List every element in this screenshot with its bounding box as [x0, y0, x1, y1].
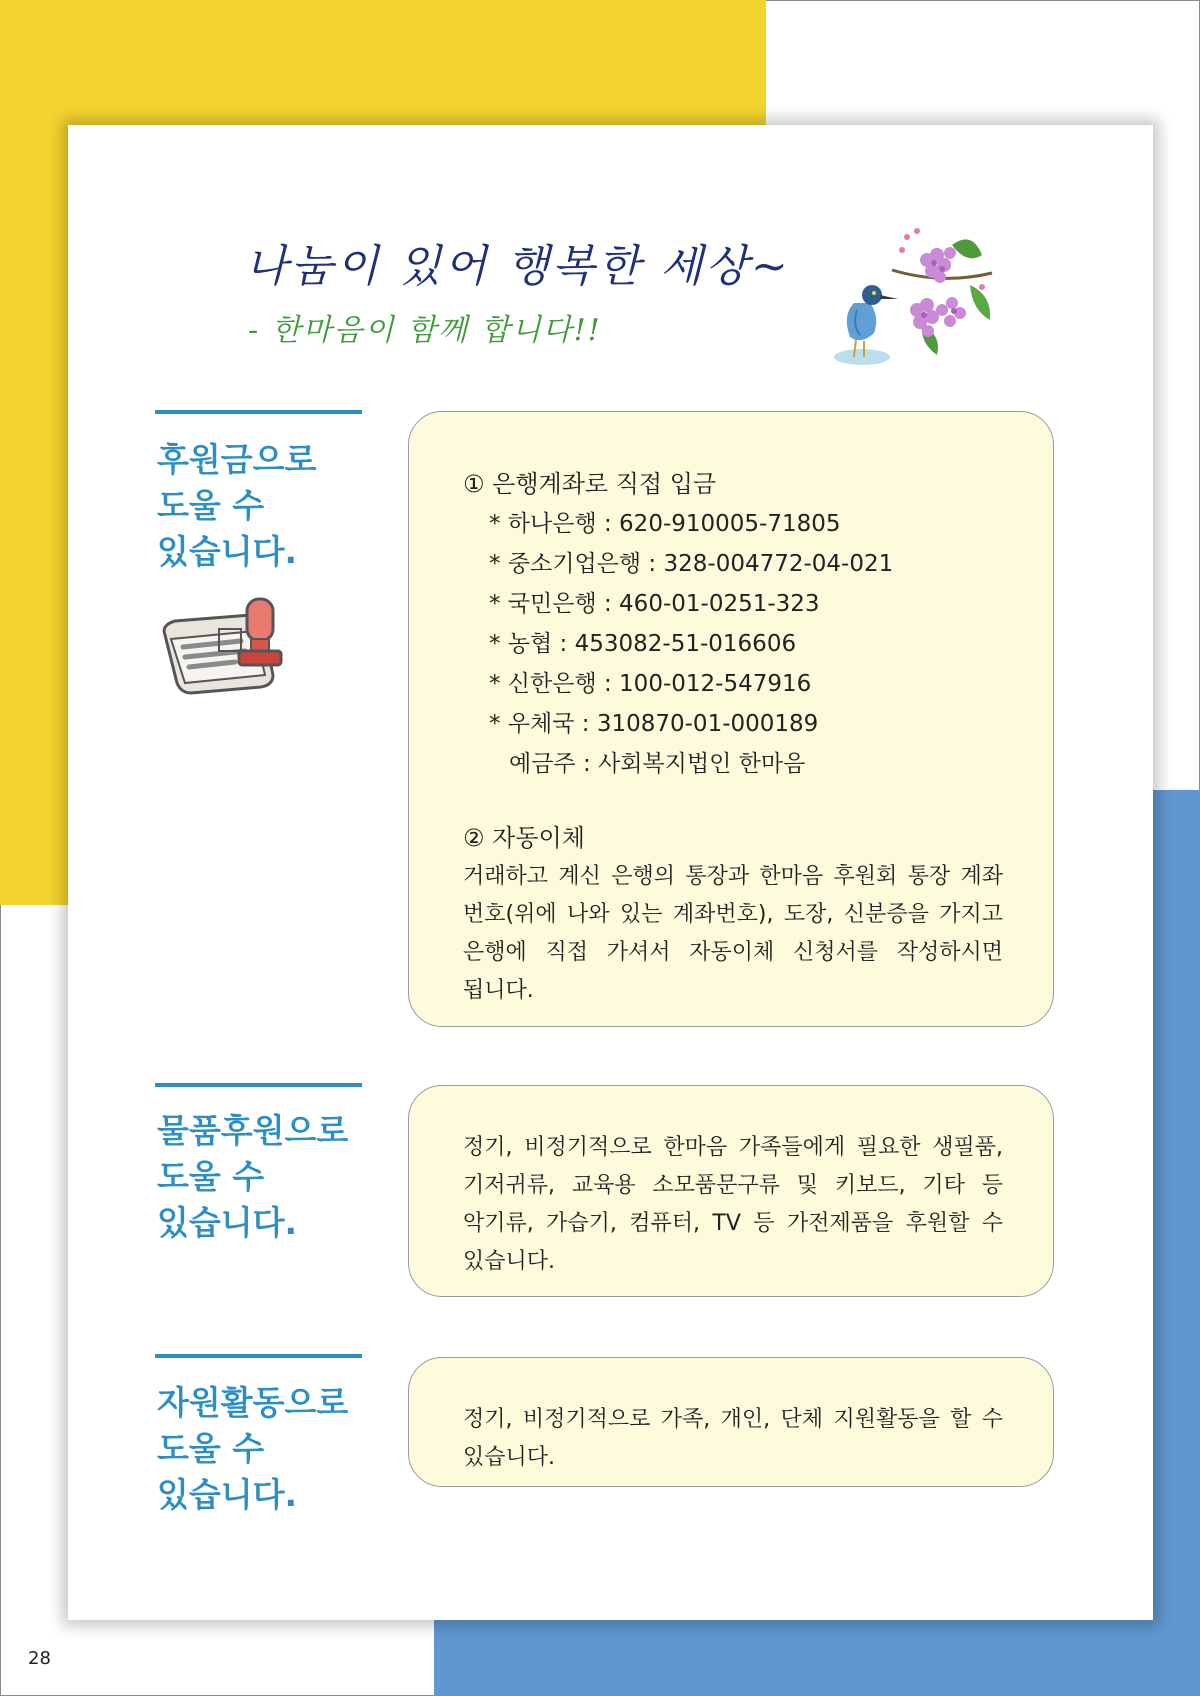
account-line: * 하나은행 : 620-910005-71805 [489, 511, 841, 537]
account-line: * 우체국 : 310870-01-000189 [489, 711, 819, 737]
section-rule-donation [155, 410, 362, 414]
donation-info-box [408, 411, 1054, 1027]
heading-donation-line-2: 도울 수 [157, 486, 265, 525]
heading-volunteer-line-1: 자원활동으로 [157, 1383, 349, 1422]
bankbook-stamp-icon [155, 595, 295, 695]
section-rule-volunteer [155, 1354, 362, 1358]
heron-flower-illustration [832, 225, 1002, 370]
heading-donation-line-3: 있습니다. [157, 532, 298, 571]
section-rule-goods [155, 1083, 362, 1087]
heading-volunteer-line-2: 도울 수 [157, 1429, 265, 1468]
heading-volunteer [157, 1380, 348, 1518]
volunteer-info-box [408, 1357, 1054, 1487]
page-number: 28 [28, 1648, 51, 1669]
account-line: * 신한은행 : 100-012-547916 [489, 671, 812, 697]
page-subtitle: - 한마음이 함께 합니다!! [248, 313, 602, 348]
heading-goods-line-2: 도울 수 [157, 1157, 265, 1196]
heading-donation [157, 437, 316, 575]
heading-goods-line-3: 있습니다. [157, 1203, 298, 1242]
heading-goods [157, 1108, 348, 1246]
heading-goods-line-1: 물품후원으로 [157, 1111, 349, 1150]
auto-transfer-text: 거래하고 계신 은행의 통장과 한마음 후원회 통장 계좌 번호(위에 나와 있는 계좌번호), 도장, 신분증을 가지고 은행에 직접 가셔서 자동이체 신청서를 작성하시면 됩니다. [463, 864, 1003, 1003]
goods-info-box [408, 1085, 1054, 1297]
heading-volunteer-line-3: 있습니다. [157, 1475, 298, 1514]
account-holder: 예금주 : 사회복지법인 한마음 [509, 751, 806, 777]
bank-transfer-title: ① 은행계좌로 직접 입금 [463, 470, 717, 498]
account-line: * 농협 : 453082-51-016606 [489, 631, 797, 657]
account-line: * 국민은행 : 460-01-0251-323 [489, 591, 820, 617]
heading-donation-line-1: 후원금으로 [157, 440, 317, 479]
page-title: 나눔이 있어 행복한 세상~ [245, 241, 791, 292]
account-line: * 중소기업은행 : 328-004772-04-021 [489, 551, 894, 577]
volunteer-text: 정기, 비정기적으로 가족, 개인, 단체 지원활동을 할 수 있습니다. [463, 1407, 1003, 1470]
goods-text: 정기, 비정기적으로 한마음 가족들에게 필요한 생필품, 기저귀류, 교육용 소모품문구류 및 키보드, 기타 등 악기류, 가습기, 컴퓨터, TV 등 가전제품을 후원할 수 있습니다. [463, 1135, 1003, 1274]
auto-transfer-title: ② 자동이체 [463, 824, 585, 852]
